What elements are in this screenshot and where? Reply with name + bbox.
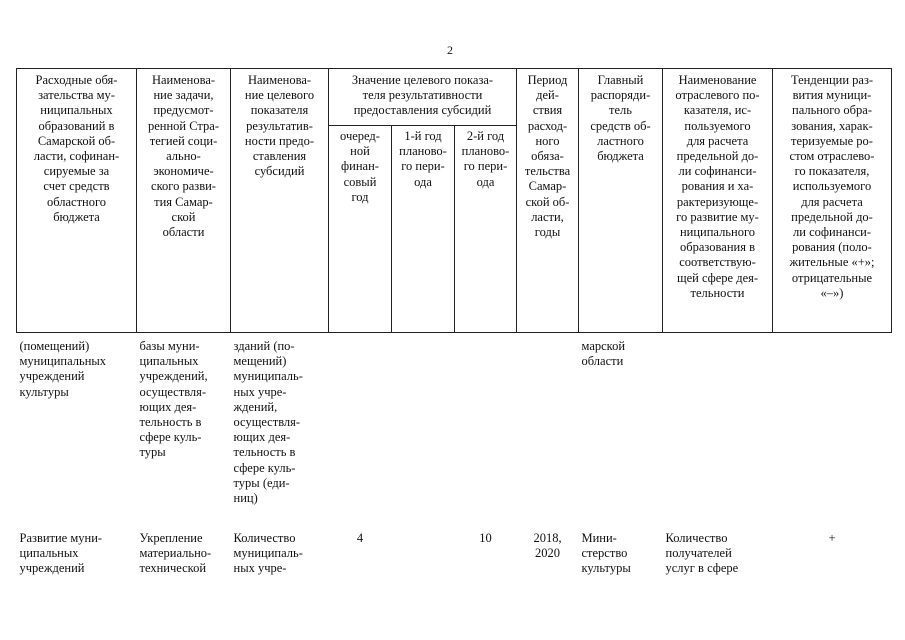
cell-current-year-value	[329, 333, 392, 526]
header-development-trends: Тенденции раз- вития муници- пального обра- зования, харак- теризуемые ро- стом отраслево- го показателя, используемого для расчета предельной до- ли софинанси- рования (поло- жительные «+»; отрицательные «–»)	[773, 69, 892, 333]
header-target-indicator-value: Значение целевого показа- теля результативности предоставления субсидий	[329, 69, 517, 126]
cell-trend	[773, 333, 892, 526]
cell-task: базы муни- ципальных учреждений, осуществля- ющих дея- тельность в сфере куль- туры	[139, 339, 208, 460]
header-planning-year-2: 2-й год планово- го пери- ода	[455, 126, 517, 333]
cell-trend: +	[828, 531, 836, 545]
cell-task: Укрепление материально- технической	[139, 531, 212, 576]
header-row-1	[17, 69, 892, 126]
cell-expense-obligation: (помещений) муниципальных учреждений культуры	[19, 339, 107, 399]
subsidy-table	[16, 68, 892, 589]
cell-administrator: Мини- стерство культуры	[581, 531, 631, 576]
header-target-indicator-name: Наименова- ние целевого показателя результатив- ности предо- ставления субсидий	[231, 69, 329, 333]
header-obligation-period: Период дей- ствия расход- ного обяза- тельства Самар- ской об- ласти, годы	[517, 69, 579, 333]
cell-planning-year-1-value	[392, 525, 455, 589]
table-row	[17, 333, 892, 526]
cell-expense-obligation: Развитие муни- ципальных учреждений	[19, 531, 103, 576]
cell-current-year-value: 4	[356, 531, 364, 545]
cell-planning-year-1-value	[392, 333, 455, 526]
header-planning-year-1: 1-й год планово- го пери- ода	[392, 126, 455, 333]
header-expense-obligations: Расходные обя- зательства му- ниципальных образований в Самарской об- ласти, софинан- сируемые за счет средств областного бюджета	[17, 69, 137, 333]
cell-target-indicator: зданий (по- мещений) муниципаль- ных учре- ждений, осуществля- ющих дея- тельность в сфере куль- туры (еди- ниц)	[233, 339, 303, 506]
cell-sector-indicator	[663, 333, 773, 526]
table-row	[17, 525, 892, 589]
header-task-name: Наименова- ние задачи, предусмот- ренной Стра- тегией соци- ально- экономиче- ского разви- тия Самар- ской области	[137, 69, 231, 333]
header-current-financial-year: очеред- ной финан- совый год	[329, 126, 392, 333]
cell-planning-year-2-value	[455, 333, 517, 526]
cell-administrator: марской области	[581, 339, 626, 369]
header-sector-indicator-name: Наименование отраслевого по- казателя, ис- пользуемого для расчета предельной до- ли софинанси- рования и ха- рактеризующе- го развитие му- ниципального образования в соответствую- щей сфере дея- тельности	[663, 69, 773, 333]
cell-sector-indicator: Количество получателей услуг в сфере	[665, 531, 739, 576]
cell-target-indicator: Количество муниципаль- ных учре-	[233, 531, 303, 576]
page-number: 2	[447, 43, 453, 57]
header-chief-administrator: Главный распоряди- тель средств об- ластного бюджета	[579, 69, 663, 333]
cell-planning-year-2-value: 10	[479, 531, 492, 545]
cell-period	[517, 333, 579, 526]
cell-period: 2018, 2020	[533, 531, 562, 561]
